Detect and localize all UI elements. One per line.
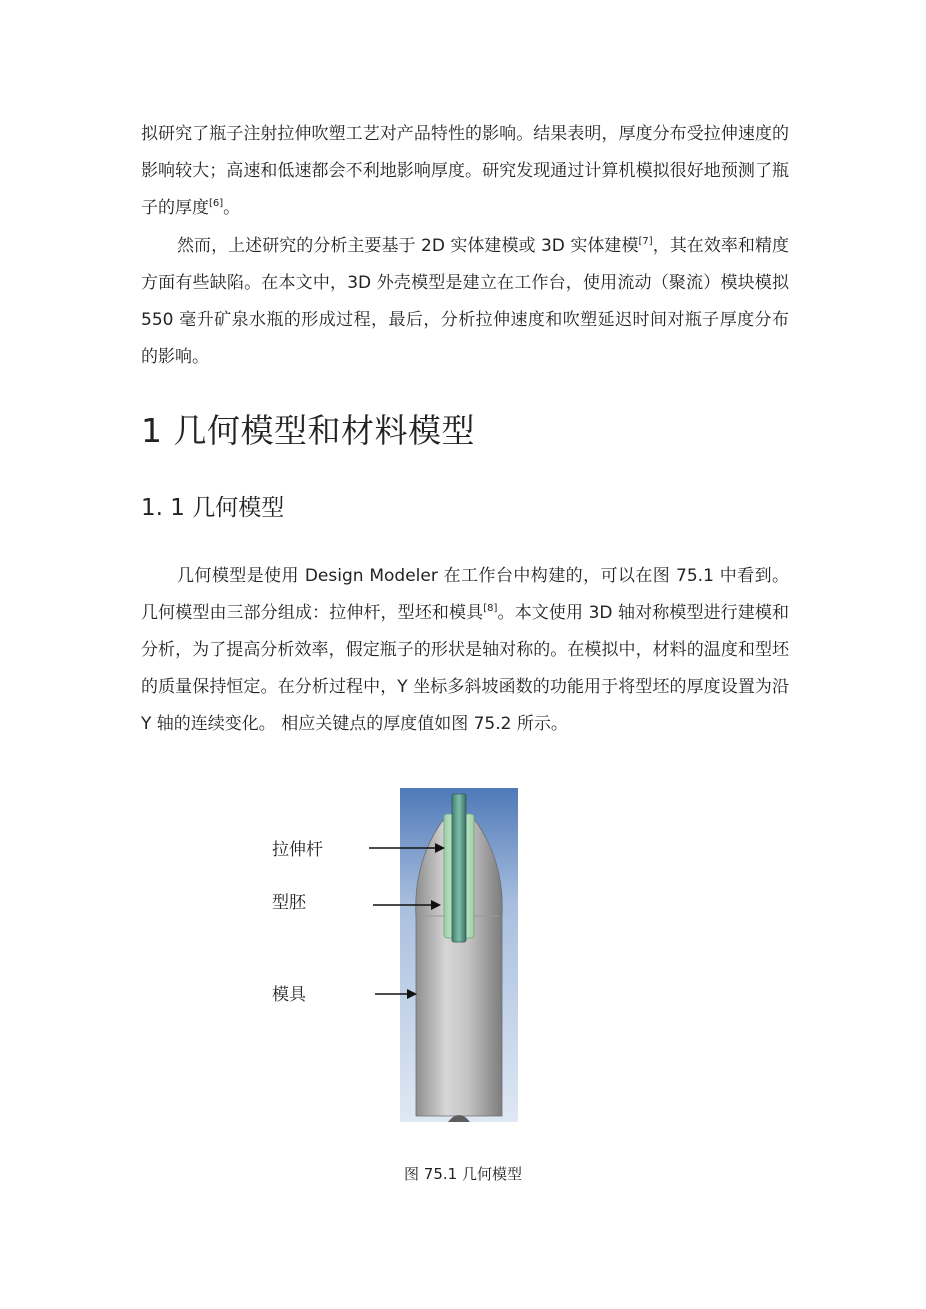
label-preform: 型胚 [272, 893, 306, 913]
citation-6[interactable]: [6] [209, 198, 224, 209]
label-mold: 模具 [272, 985, 306, 1005]
citation-8[interactable]: [8] [483, 603, 498, 614]
paragraph-2: 然而，上述研究的分析主要基于 2D 实体建模或 3D 实体建模[7]，其在效率和精度方面有些缺陷。在本文中，3D 外壳模型是建立在工作台，使用流动（聚流）模块模拟 550 毫升矿泉水瓶的形成过程，最后，分析拉伸速度和吹塑延迟时间对瓶子厚度分布的影响。 [141, 236, 789, 367]
paragraph-1: 拟研究了瓶子注射拉伸吹塑工艺对产品特性的影响。结果表明，厚度分布受拉伸速度的影响较大；高速和低速都会不利地影响厚度。研究发现通过计算机模拟很好地预测了瓶子的厚度[6]。 [141, 124, 789, 218]
figure-caption: 图 75.1 几何模型 [404, 1165, 522, 1183]
figure-geometry-model [263, 786, 563, 1126]
geometry-model-illustration [263, 786, 563, 1126]
stretch-rod [452, 794, 466, 942]
section-heading: 1 几何模型和材料模型 [141, 411, 475, 450]
paragraph-3: 几何模型是使用 Design Modeler 在工作台中构建的，可以在图 75.1 中看到。几何模型由三部分组成：拉伸杆，型坯和模具[8]。本文使用 3D 轴对称模型进行建模和分析，为了提高分析效率，假定瓶子的形状是轴对称的。在模拟中，材料的温度和型坯的质量保持恒定。在分析过程中，Y 坐标多斜坡函数的功能用于将型坯的厚度设置为沿 Y 轴的连续变化。 相应关键点的厚度值如图 75.2 所示。 [141, 566, 790, 734]
subsection-heading: 1. 1 几何模型 [141, 495, 285, 521]
citation-7[interactable]: [7] [638, 236, 653, 247]
label-stretch-rod: 拉伸杆 [272, 840, 323, 860]
